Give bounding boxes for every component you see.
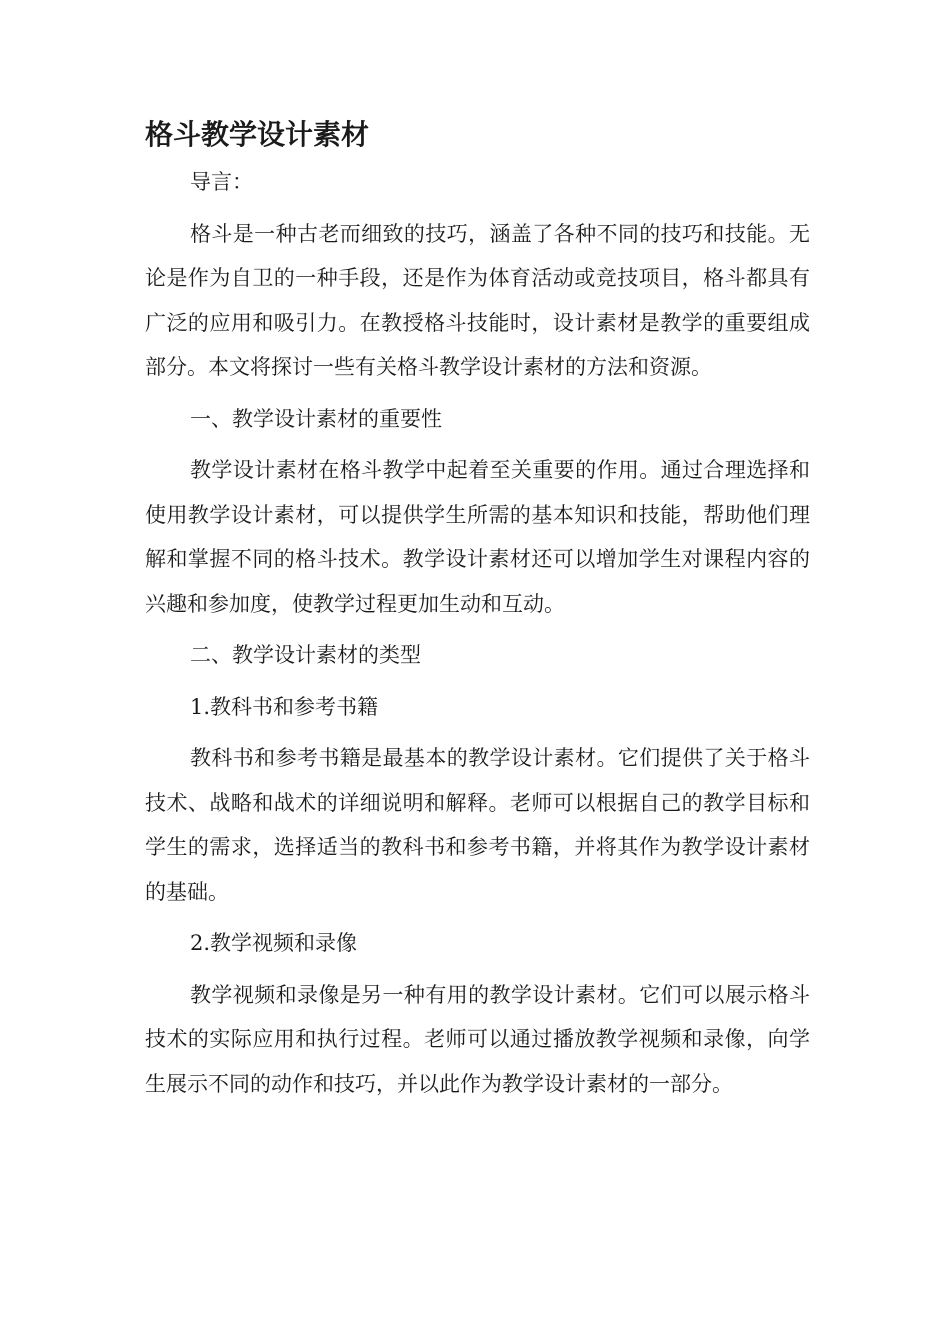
section-heading-types: 二、教学设计素材的类型 <box>190 643 421 667</box>
document-title: 格斗教学设计素材 <box>145 118 370 151</box>
subheading-videos: 2.教学视频和录像 <box>190 931 358 955</box>
document-body <box>145 160 810 1106</box>
videos-paragraph: 教学视频和录像是另一种有用的教学设计素材。它们可以展示格斗技术的实际应用和执行过程。老师可以通过播放教学视频和录像，向学生展示不同的动作和技巧，并以此作为教学设计素材的一部分。 <box>145 982 810 1096</box>
section-heading-importance: 一、教学设计素材的重要性 <box>190 406 442 431</box>
intro-heading: 导言： <box>190 170 253 194</box>
subheading-textbooks: 1.教科书和参考书籍 <box>190 694 379 719</box>
intro-paragraph: 格斗是一种古老而细致的技巧，涵盖了各种不同的技巧和技能。无论是作为自卫的一种手段，还是作为体育活动或竞技项目，格斗都具有广泛的应用和吸引力。在教授格斗技能时，设计素材是教学的重要组成部分。本文将探讨一些有关格斗教学设计素材的方法和资源。 <box>145 221 810 379</box>
importance-paragraph: 教学设计素材在格斗教学中起着至关重要的作用。通过合理选择和使用教学设计素材，可以提供学生所需的基本知识和技能，帮助他们理解和掌握不同的格斗技术。教学设计素材还可以增加学生对课程内容的兴趣和参加度，使教学过程更加生动和互动。 <box>145 458 810 616</box>
textbooks-paragraph: 教科书和参考书籍是最基本的教学设计素材。它们提供了关于格斗技术、战略和战术的详细说明和解释。老师可以根据自己的教学目标和学生的需求，选择适当的教科书和参考书籍，并将其作为教学设计素材的基础。 <box>145 746 810 904</box>
